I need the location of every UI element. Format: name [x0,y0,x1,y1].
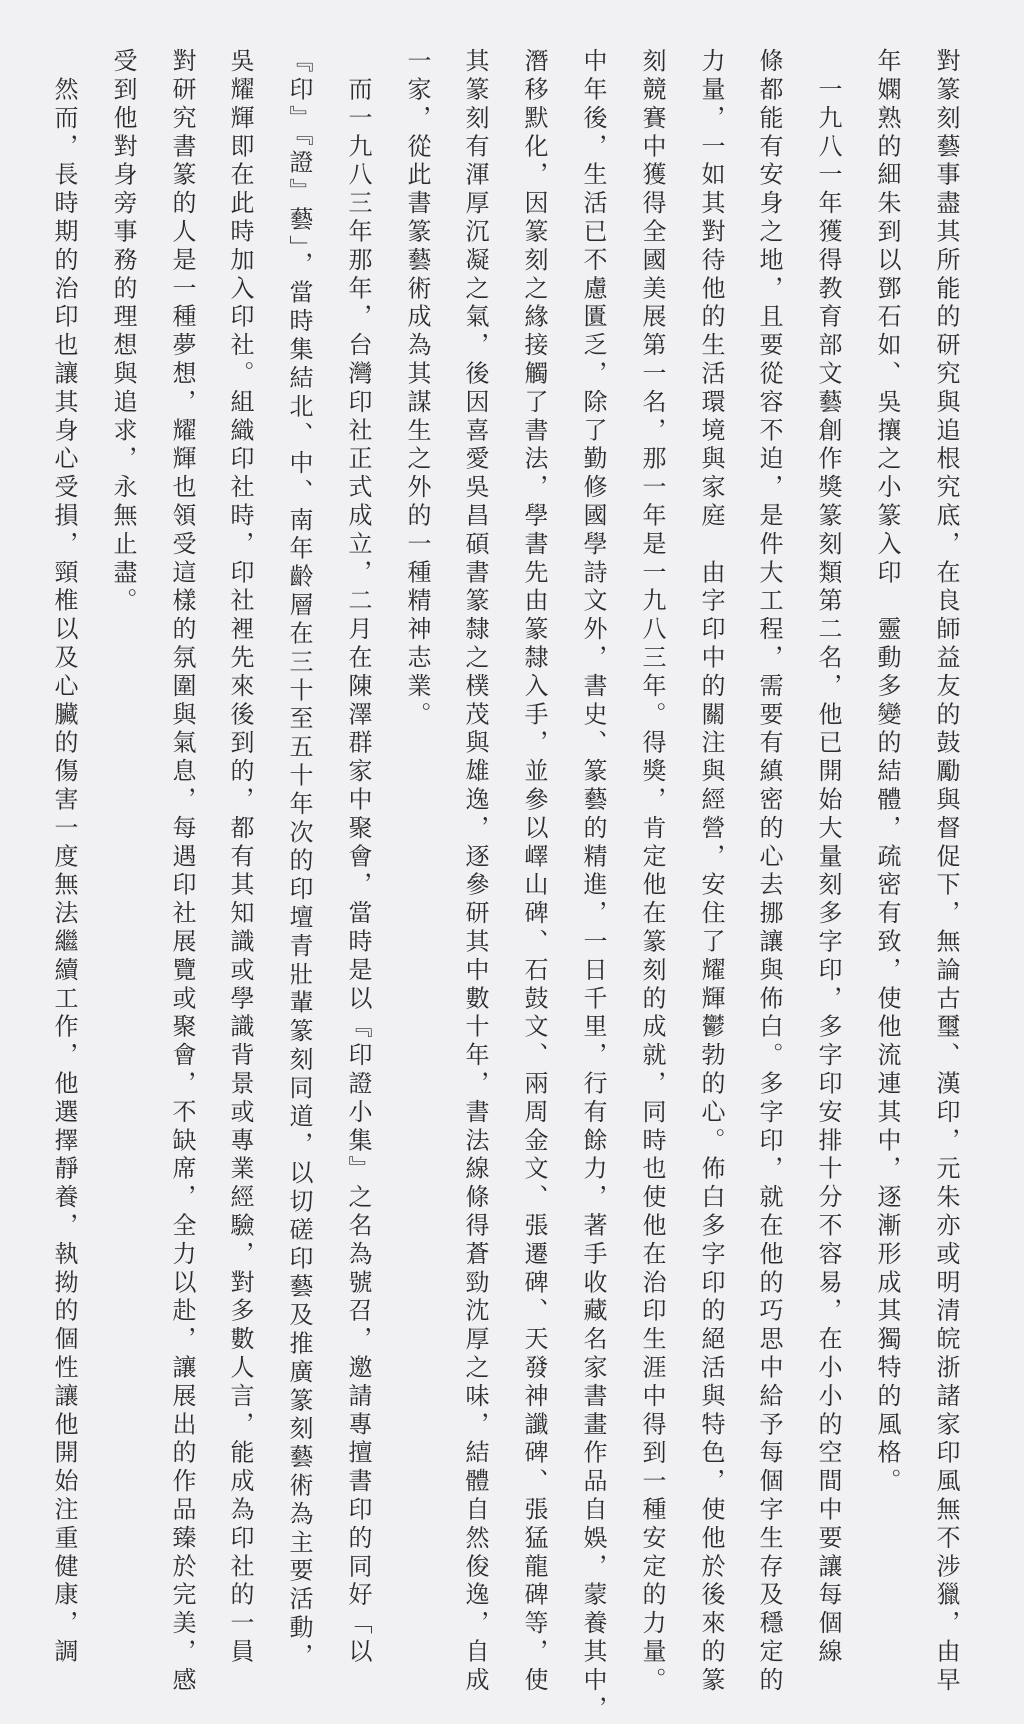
text-column: 刻競賽中獲得全國美展第一名，那一年是一九八三年。得獎，肯定他在篆刻的成就，同時也使他在治印生涯中得到一種安定的力量。 [638,48,666,1696]
text-column: 然而，長時期的治印也讓其身心受損，頸椎以及心臟的傷害一度無法繼續工作，他選擇靜養，執拗的個性讓他開始注重健康，調 [50,48,78,1667]
text-column: 對篆刻藝事盡其所能的研究與追根究底，在良師益友的鼓勵與督促下，無論古璽、漢印，元朱亦或明清皖浙諸家印風無不涉獵，由早 [932,48,960,1696]
text-column: 年嫻熟的細朱到以鄧石如、吳攘之小篆入印 靈動多變的結體，疏密有致，使他流連其中，逐漸形成其獨特的風格。 [873,48,901,1497]
text-column: 對研究書篆的人是一種夢想，耀輝也領受這樣的氛圍與氣息，每遇印社展覽或聚會，不缺席，全力以赴，讓展出的作品臻於完美，感 [168,48,196,1696]
text-column: 潛移默化，因篆刻之緣接觸了書法，學書先由篆隸入手，並參以嶧山碑、石鼓文、兩周金文、張遷碑、天發神讖碑、張猛龍碑等，使 [520,48,548,1696]
text-column: 條都能有安身之地，且要從容不迫，是件大工程，需要有縝密的心去挪讓與佈白。多字印，就在他的巧思中給予每個字生存及穩定的 [755,48,783,1696]
text-column: 力量，一如其對待他的生活環境與家庭 由字印中的關注與經營，安住了耀輝鬱勃的心。佈白多字印的絕活與特色，使他於後來的篆 [697,48,725,1696]
text-column: 吳耀輝即在此時加入印社。組織印社時，印社裡先來後到的，都有其知識或學識背景或專業經驗，對多數人言，能成為印社的一員 [226,48,254,1667]
text-column: 其篆刻有渾厚沉凝之氣，後因喜愛吳昌碩書篆隸之樸茂與雄逸，逐參研其中數十年，書法線條得蒼勁沈厚之味，結體自然俊逸，自成 [461,48,489,1696]
text-column: 『印』『證』藝」，當時集結北、中、南年齡層在三十至五十年次的印壇青壯輩篆刻同道，以切磋印藝及推廣篆刻藝術為主要活動， [285,48,313,1672]
text-column: 而一九八三年那年，台灣印社正式成立，二月在陳澤群家中聚會，當時是以『印證小集』之名為號召，邀請專擅書印的同好「以 [344,48,372,1667]
text-column: 一九八一年獲得教育部文藝創作獎篆刻類第二名，他已開始大量刻多字印，多字印安排十分不容易，在小小的空間中要讓每個線 [814,48,842,1667]
text-column: 中年後，生活已不慮匱乏，除了勤修國學詩文外，書史、篆藝的精進，一日千里，行有餘力，著手收藏名家書畫作品自娛，蒙養其中， [579,48,607,1724]
text-column: 一家，從此書篆藝術成為其謀生之外的一種精神志業。 [403,48,431,730]
text-column: 受到他對身旁事務的理想與追求，永無止盡。 [109,48,137,616]
